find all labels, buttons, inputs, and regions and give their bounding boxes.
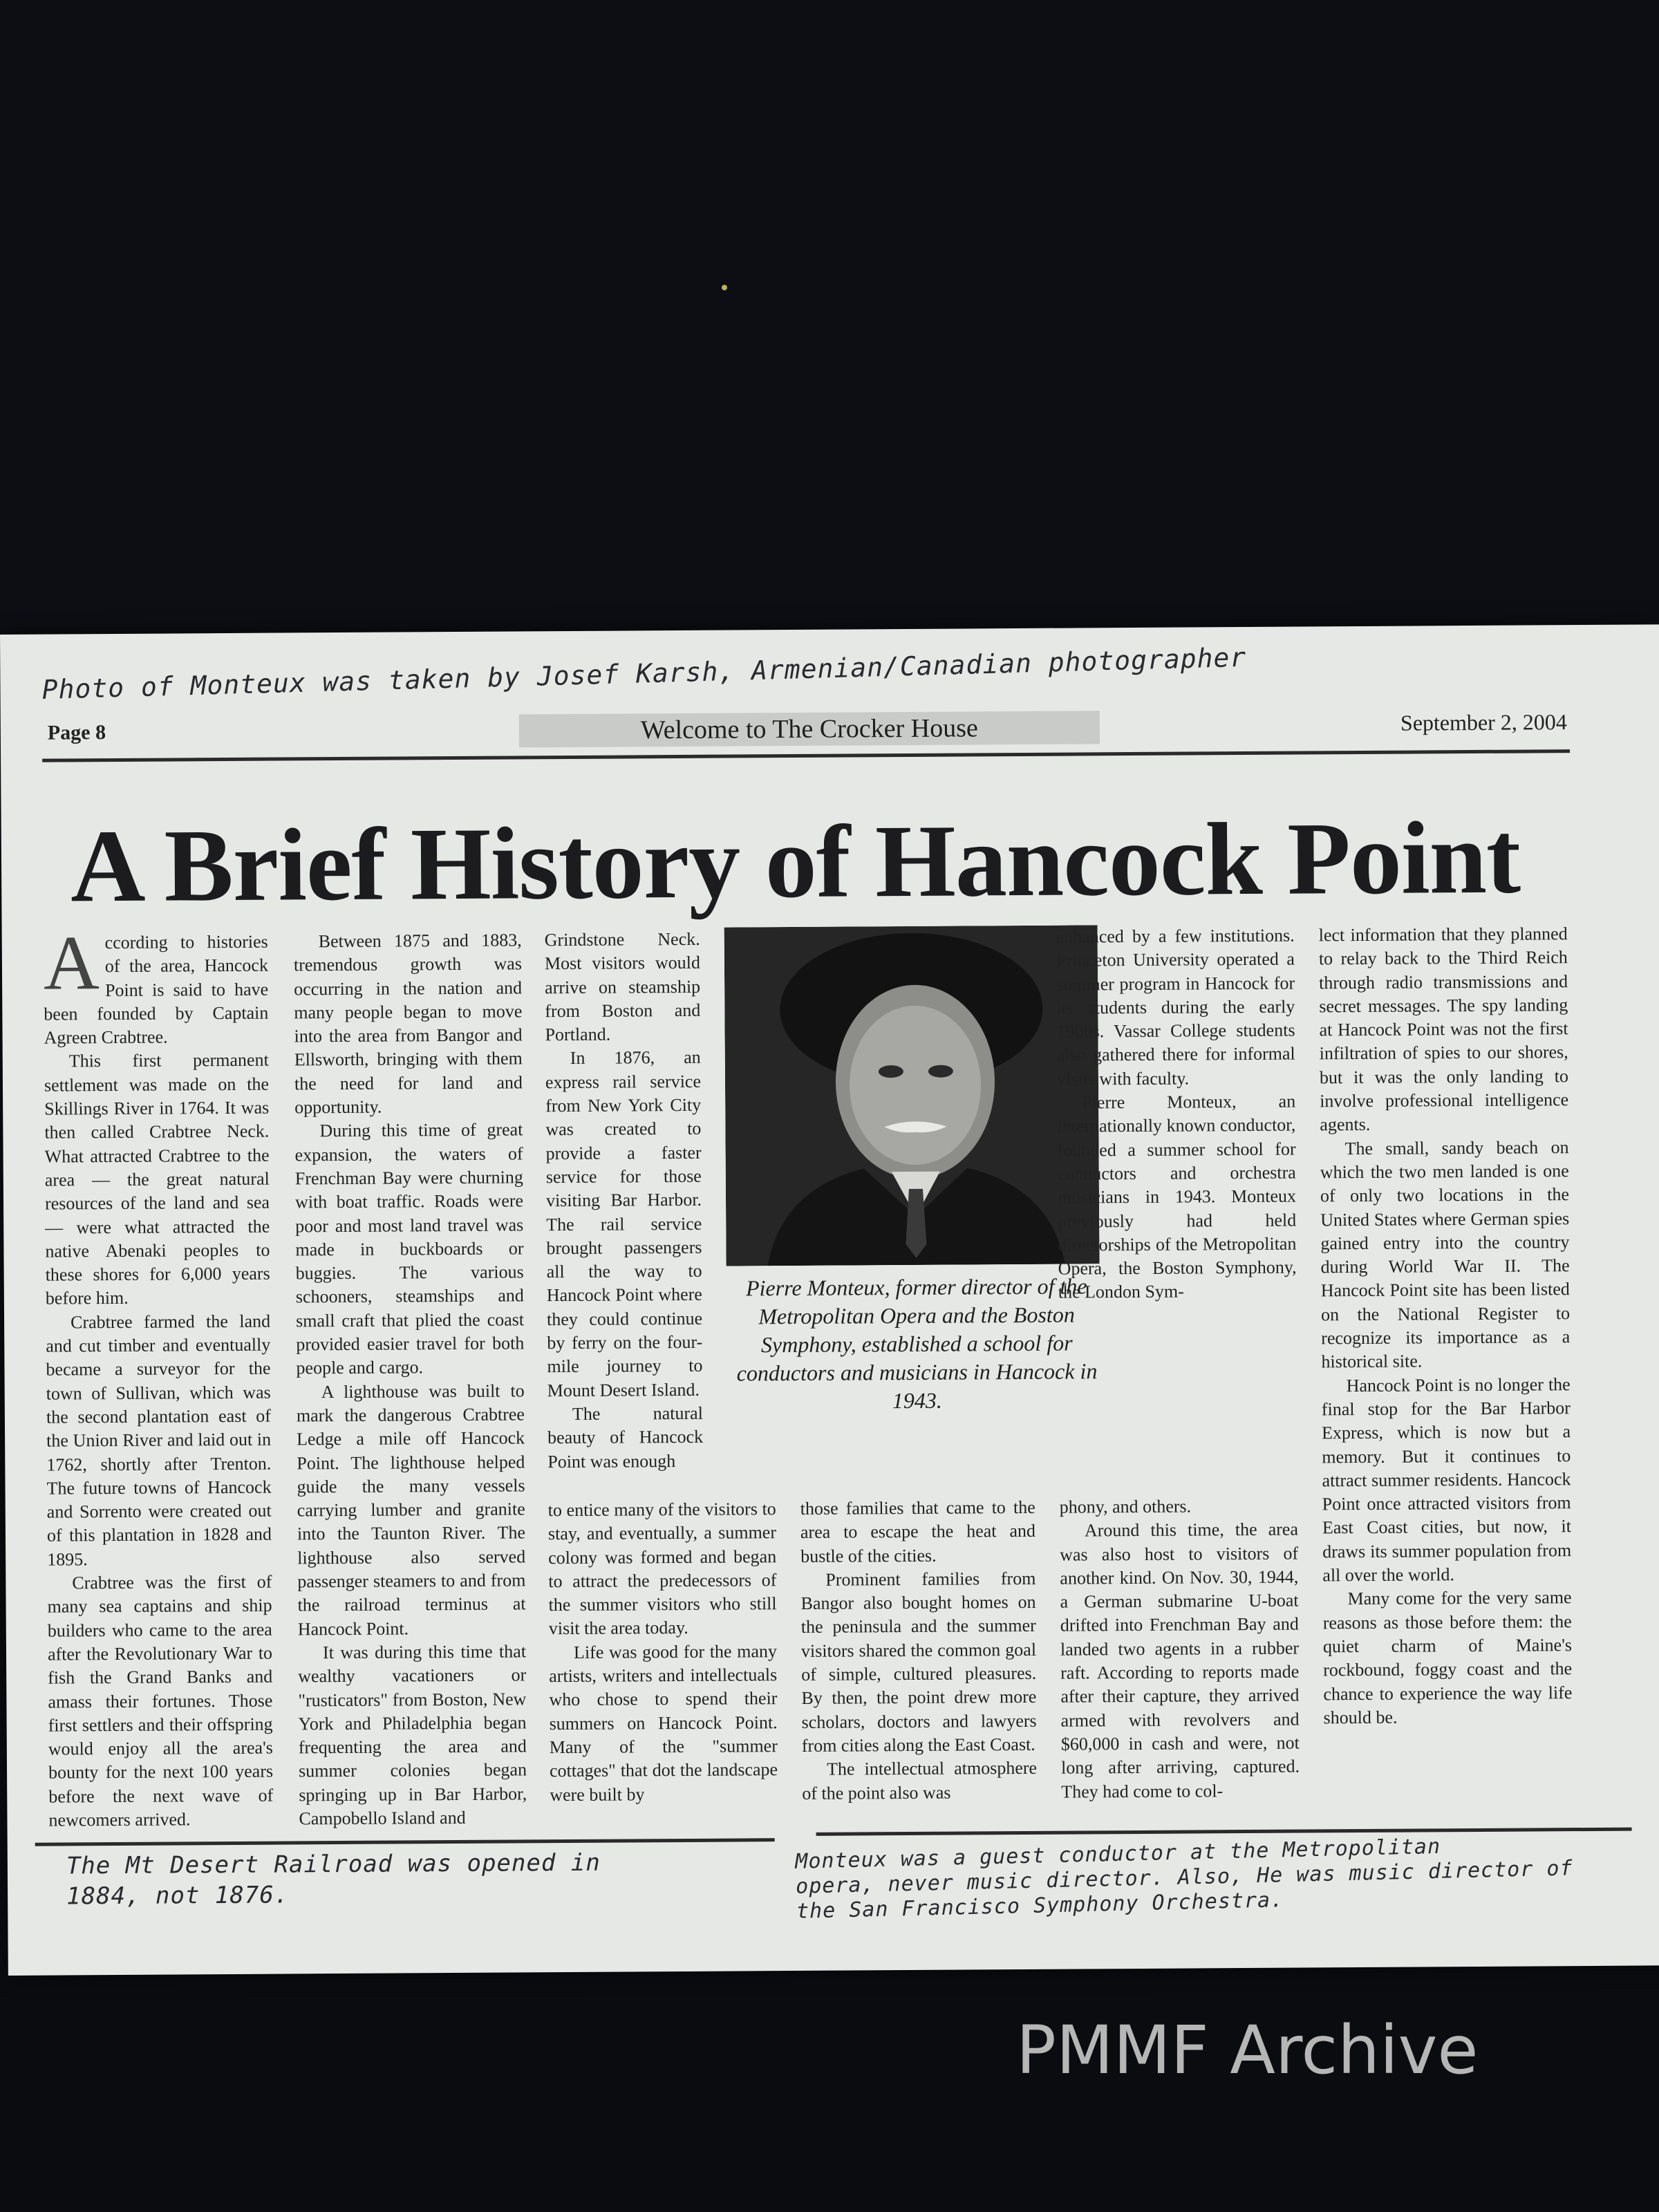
paragraph: to entice many of the visitors to stay, and eventually, a summer colony was formed and began to attract the predecessors of the summer visitors who still visit the area today. xyxy=(547,1499,777,1639)
paragraph: Between 1875 and 1883, tremendous growth was occurring in the nation and many people began to move into the area from Bangor and Ellsworth, bringing with them the need for land and opportunity. xyxy=(293,930,523,1118)
column-3-bottom xyxy=(548,1497,778,1807)
paragraph: During this time of great expansion, the waters of Frenchman Bay were churning with boat traffic. Roads were poor and most land travel was made in buckboards or buggies. The various schooners, steamships and small craft that plied the coast provided easier travel for both people and cargo. xyxy=(294,1119,525,1378)
monteux-portrait xyxy=(724,925,1100,1266)
page-number: Page 8 xyxy=(47,721,106,744)
paragraph: The natural beauty of Hancock Point was enough xyxy=(547,1403,704,1472)
paragraph: The small, sandy beach on which the two men landed is one of only two locations in the United States where German spies gained entry into the country during World War II. The Hancock Point site has been listed on the National Register to recognize its importance as a historical site. xyxy=(1320,1136,1571,1372)
column-1 xyxy=(43,920,274,1833)
paragraph: Grindstone Neck. Most visitors would arrive on steamship from Boston and Portland. xyxy=(544,928,701,1045)
paragraph: Around this time, the area was also host to visitors of another kind. On Nov. 30, 1944, a German submarine U-boat drifted into Frenchman Bay and landed two agents in a rubber raft. According to reports made after their capture, they arrived armed with revolvers and $60,000 in cash and were, not long after arriving, captured. They had come to col- xyxy=(1060,1519,1300,1802)
paper-name: Welcome to The Crocker House xyxy=(519,711,1100,747)
light-speck xyxy=(722,285,727,290)
column-3-top xyxy=(545,928,704,1474)
page-header xyxy=(42,708,1570,751)
newspaper-clipping xyxy=(0,624,1659,1976)
drop-cap: A xyxy=(43,920,100,1006)
handwritten-note-bottom-left: The Mt Desert Railroad was opened in 1884, not 1876. xyxy=(66,1848,601,1911)
column-2 xyxy=(294,928,527,1830)
paragraph: A lighthouse was built to mark the dangerous Crabtree Ledge a mile off Hancock Point. The lighthouse helped guide the many vessels carrying lumber and granite into the Taunton River. The lighthouse also served passenger steamers to and from the railroad terminus at Hancock Point. xyxy=(296,1380,526,1640)
paragraph: phony, and others. xyxy=(1059,1496,1192,1517)
paragraph: lect information that they planned to relay back to the Third Reich through radio transmissions and secret messages. The spy landing at Hancock Point was not the first infiltration of spies to our shores, but it was the only landing to involve professional intelligence agents. xyxy=(1318,924,1569,1135)
paragraph: In 1876, an express rail service from New York City was created to provide a faster service for those visiting Bar Harbor. The rail service brought passengers all the way to Hancock Point where they could continue by ferry on the four-mile journey to Mount Desert Island. xyxy=(545,1047,703,1400)
paragraph: enhanced by a few institutions. Princeton University operated a summer program in Hancock for its students during the early 1900s. Vassar College students also gathered there for informal visits with faculty. xyxy=(1056,925,1295,1089)
paragraph: According to histories of the area, Hancock Point is said to have been founded by Captain Agreen Crabtree. xyxy=(43,920,269,1048)
paragraph: Hancock Point is no longer the final stop for the Bar Harbor Express, which is now but a memory. But it continues to attract summer residents. Hancock Point once attracted visitors from East Coast cities, but now, it draws its summer population from all over the world. xyxy=(1321,1374,1572,1586)
paragraph: Pierre Monteux, an internationally known conductor, founded a summer school for conductors and orchestra musicians in 1943. Monteux previously had held directorships of the Metropolitan Opera, the Boston Symphony, the London Sym- xyxy=(1057,1091,1297,1303)
column-5-top xyxy=(1056,924,1297,1305)
paragraph: Crabtree farmed the land and cut timber and eventually became a surveyor for the town of Sullivan, which was the second plantation east of the Union River and laid out in 1762, shortly after Trenton. The future towns of Hancock and Sorrento were created out of this plantation in 1828 and 1895. xyxy=(46,1311,272,1570)
paragraph: Crabtree was the first of many sea captains and ship builders who came to the area after the Revolutionary War to fish the Grand Banks and amass their fortunes. Those first settlers and their offspring would enjoy all the area's bounty for the next 100 years before the next wave of newcomers arrived. xyxy=(47,1571,274,1830)
paragraph: those families that came to the area to escape the heat and bustle of the cities. xyxy=(800,1497,1036,1566)
footer-rule-left xyxy=(35,1838,775,1846)
column-6 xyxy=(1319,922,1573,1730)
column-5-bottom xyxy=(1060,1494,1300,1804)
header-rule xyxy=(42,749,1570,762)
paragraph: Prominent families from Bangor also bought homes on the peninsula and the summer visitors shared the common goal of simple, cultured pleasures. By then, the point drew more scholars, doctors and lawyers from cities along the East Coast. xyxy=(800,1568,1037,1756)
portrait-photo xyxy=(724,925,1100,1266)
paragraph: It was during this time that wealthy vacationers or "rusticators" from Boston, New York and Philadelphia began frequenting the area and summer colonies began springing up in Bar Harbor, Campobello Island and xyxy=(298,1641,527,1829)
archive-watermark: PMMF Archive xyxy=(1016,2012,1479,2089)
photo-caption: Pierre Monteux, former director of the Metropolitan Opera and the Boston Symphony, established a school for conductors and musicians in Hancock in 1943. xyxy=(736,1273,1098,1414)
paragraph: Life was good for the many artists, writers and intellectuals who chose to spend their summers on Hancock Point. Many of the "summer cottages" that dot the landscape were built by xyxy=(549,1640,778,1805)
background xyxy=(0,0,1659,691)
paragraph: Many come for the very same reasons as those before them: the quiet charm of Maine's rockbound, foggy coast and the chance to experience the way life should be. xyxy=(1322,1587,1573,1728)
paragraph: The intellectual atmosphere of the point also was xyxy=(802,1758,1038,1803)
paragraph: This first permanent settlement was made on the Skillings River in 1764. It was then called Crabtree Neck. What attracted Crabtree to the area — the great natural resources of the land and sea — were what attracted the native Abenaki peoples to these shores for 6,000 years before him. xyxy=(44,1050,270,1309)
handwritten-note-bottom-right: Monteux was a guest conductor at the Metropolitan opera, never music director. Also, He was music director of the San Francisco Symphony Orchestra. xyxy=(794,1834,1573,1924)
handwritten-note-top: Photo of Monteux was taken by Josef Karsh, Armenian/Canadian photographer xyxy=(41,641,1247,705)
issue-date: September 2, 2004 xyxy=(1400,709,1567,735)
column-4 xyxy=(800,1496,1038,1806)
headline: A Brief History of Hancock Point xyxy=(70,800,1521,924)
